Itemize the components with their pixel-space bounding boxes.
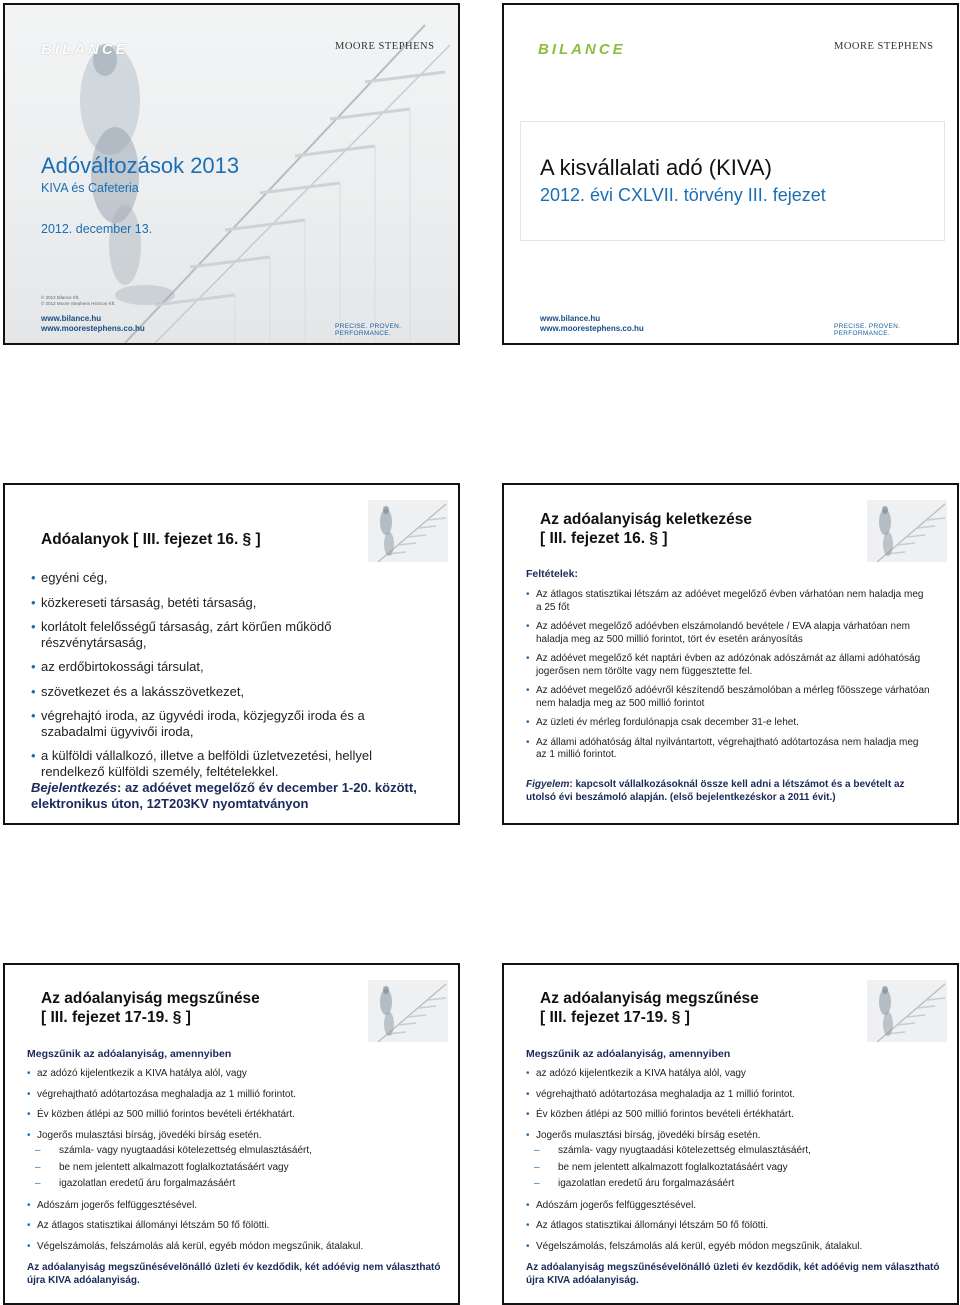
list-item: • szövetkezet és a lakásszövetkezet, — [31, 683, 245, 699]
conditions-list — [526, 589, 931, 769]
slide-kiva-intro — [502, 3, 959, 345]
conditions-intro: Feltételek: — [526, 568, 578, 580]
list-item: • Az adóévet megelőző adóévről készítendő beszámolóban a mérleg főösszege várhatóan nem haladja meg az 500 millió forintot — [526, 685, 930, 709]
termination-list — [526, 1068, 936, 1259]
list-item: • végrehajtható adótartozása meghaladja az 1 millió forintot. — [27, 1088, 297, 1100]
slide-title-line-2: [ III. fejezet 16. § ] — [540, 530, 668, 547]
list-item: • végrehajtó iroda, az ügyvédi iroda, közjegyzői iroda és a szabadalmi ügyvivői iroda, — [31, 708, 365, 739]
list-item: • Év közben átlépi az 500 millió forintos bevételi értékhatárt. — [526, 1109, 794, 1120]
slide-title: Adóalanyok [ III. fejezet 16. § ] — [41, 531, 261, 548]
list-item: • Az átlagos statisztikai állományi létszám 50 fő fölötti. — [526, 1220, 769, 1231]
slide-keletkezes — [502, 483, 959, 825]
bilance-logo: BILANCE — [41, 41, 129, 58]
list-item: • Az átlagos statisztikai állományi létszám 50 fő fölötti. — [27, 1220, 270, 1231]
slide-cover — [3, 3, 460, 345]
footer-url-moore[interactable]: www.moorestephens.co.hu — [540, 324, 644, 333]
cover-date: 2012. december 13. — [41, 222, 153, 236]
list-item: • Az állami adóhatóság által nyilvántartott, végrehajtható adótartozása nem haladja meg az 1 millió forintot. — [526, 736, 919, 760]
staircase-thumbnail — [368, 500, 448, 562]
sub-list-item: – számla- vagy nyugtaadási kötelezettség elmulasztásáért, — [35, 1145, 312, 1156]
termination-note: Az adóalanyiság megszűnésévelönálló üzleti év kezdődik, két adóévig nem választható újra KIVA adóalanyiság. — [27, 1262, 441, 1286]
list-item: • Az adóévet megelőző adóévben elszámolandó bevétele / EVA alapja várhatóan nem haladja meg az 500 millió forintot, tört év esetén arányosítás — [526, 621, 910, 645]
footer-url-bilance[interactable]: www.bilance.hu — [540, 314, 601, 323]
title-box — [520, 121, 945, 241]
slide-megszunes-2 — [502, 963, 959, 1305]
slide-adoalanyok — [3, 483, 460, 825]
copyright-line-1: © 2012 Bilance Kft. — [41, 295, 80, 300]
termination-intro: Megszűnik az adóalanyiság, amennyiben — [526, 1048, 731, 1060]
sub-list-item: – be nem jelentett alkalmazott foglalkoztatásáért vagy — [35, 1161, 289, 1173]
moore-stephens-logo: MOORE STEPHENS — [834, 41, 934, 52]
termination-note: Az adóalanyiság megszűnésévelönálló üzleti év kezdődik, két adóévig nem választható újra KIVA adóalanyiság. — [526, 1262, 940, 1286]
bilance-logo: BILANCE — [538, 41, 626, 58]
slide-title-line-1: Az adóalanyiság megszűnése — [41, 990, 260, 1007]
list-item: • Jogerős mulasztási bírság, jövedéki bírság esetén. — [27, 1129, 262, 1141]
list-item: • közkereseti társaság, betéti társaság, — [31, 594, 257, 610]
list-item: • Év közben átlépi az 500 millió forintos bevételi értékhatárt. — [27, 1109, 295, 1120]
list-item: • végrehajtható adótartozása meghaladja az 1 millió forintot. — [526, 1088, 796, 1100]
copyright-line-2: © 2012 Moore Stephens Hezicon Kft. — [41, 301, 116, 306]
registration-note: Bejelentkezés: az adóévet megelőző év december 1-20. között, elektronikus úton, 12T203KV nyomtatványon — [31, 780, 417, 811]
moore-stephens-logo: MOORE STEPHENS — [335, 41, 435, 52]
list-item: • Végelszámolás, felszámolás alá kerül, egyéb módon megszűnik, átalakul. — [27, 1240, 364, 1252]
footer-tagline: PRECISE. PROVEN. PERFORMANCE. — [335, 323, 402, 337]
list-item: • az adózó kijelentkezik a KIVA hatálya alól, vagy — [27, 1068, 247, 1079]
list-item: • Az átlagos statisztikai létszám az adóévet megelőző évben várhatóan nem haladja meg a 25 főt — [526, 589, 924, 613]
list-item: • Végelszámolás, felszámolás alá kerül, egyéb módon megszűnik, átalakul. — [526, 1240, 863, 1252]
list-item: • az adózó kijelentkezik a KIVA hatálya alól, vagy — [526, 1068, 746, 1079]
cover-title: Adóváltozások 2013 — [41, 153, 240, 178]
list-item: • Az adóévet megelőző két naptári évben az adózónak adószámát az állami adóhatóság jogerősen nem törölte vagy nem függesztette fel. — [526, 653, 921, 677]
staircase-thumbnail — [867, 500, 947, 562]
list-item: • egyéni cég, — [31, 570, 108, 585]
list-item: • az erdőbirtokossági társulat, — [31, 659, 204, 674]
sub-list-item: – igazolatlan eredetű áru forgalmazásáért — [534, 1178, 735, 1189]
sub-list-item: – számla- vagy nyugtaadási kötelezettség elmulasztásáért, — [534, 1145, 811, 1156]
entity-list — [31, 570, 411, 788]
staircase-thumbnail — [368, 980, 448, 1042]
list-item: • Az üzleti év mérleg fordulónapja csak december 31-e lehet. — [526, 717, 799, 728]
slide-title-line-2: [ III. fejezet 17-19. § ] — [540, 1009, 690, 1026]
sub-list-item: – igazolatlan eredetű áru forgalmazásáért — [35, 1178, 236, 1189]
slide-title-line-2: [ III. fejezet 17-19. § ] — [41, 1009, 191, 1026]
list-item: • Jogerős mulasztási bírság, jövedéki bírság esetén. — [526, 1129, 761, 1141]
termination-intro: Megszűnik az adóalanyiság, amennyiben — [27, 1048, 232, 1060]
footer-url-moore[interactable]: www.moorestephens.co.hu — [41, 324, 145, 333]
staircase-thumbnail — [867, 980, 947, 1042]
warning-note: Figyelem: kapcsolt vállalkozásoknál össze kell adni a létszámot és a bevételt az utolsó évi beszámoló alapján. (első bejelentkezéskor a 2011 évit.) — [526, 779, 905, 803]
list-item: • korlátolt felelősségű társaság, zárt körűen működő részvénytársaság, — [31, 619, 332, 650]
list-item: • Adószám jogerős felfüggesztésével. — [526, 1199, 697, 1211]
cover-subtitle: KIVA és Cafeteria — [41, 181, 139, 195]
list-item: • Adószám jogerős felfüggesztésével. — [27, 1199, 198, 1211]
footer-tagline: PRECISE. PROVEN. PERFORMANCE. — [834, 323, 901, 337]
slide-title-line-1: Az adóalanyiság keletkezése — [540, 511, 752, 528]
footer-url-bilance[interactable]: www.bilance.hu — [41, 314, 102, 323]
slide-title: A kisvállalati adó (KIVA) — [540, 155, 772, 180]
slide-title-line-1: Az adóalanyiság megszűnése — [540, 990, 759, 1007]
sub-list-item: – be nem jelentett alkalmazott foglalkoztatásáért vagy — [534, 1161, 788, 1173]
list-item: • a külföldi vállalkozó, illetve a belföldi üzletvezetési, hellyel rendelkező külföldi személy, feltételekkel. — [31, 748, 372, 779]
slide-subtitle: 2012. évi CXLVII. törvény III. fejezet — [540, 185, 826, 205]
slide-megszunes-1 — [3, 963, 460, 1305]
termination-list — [27, 1068, 437, 1259]
